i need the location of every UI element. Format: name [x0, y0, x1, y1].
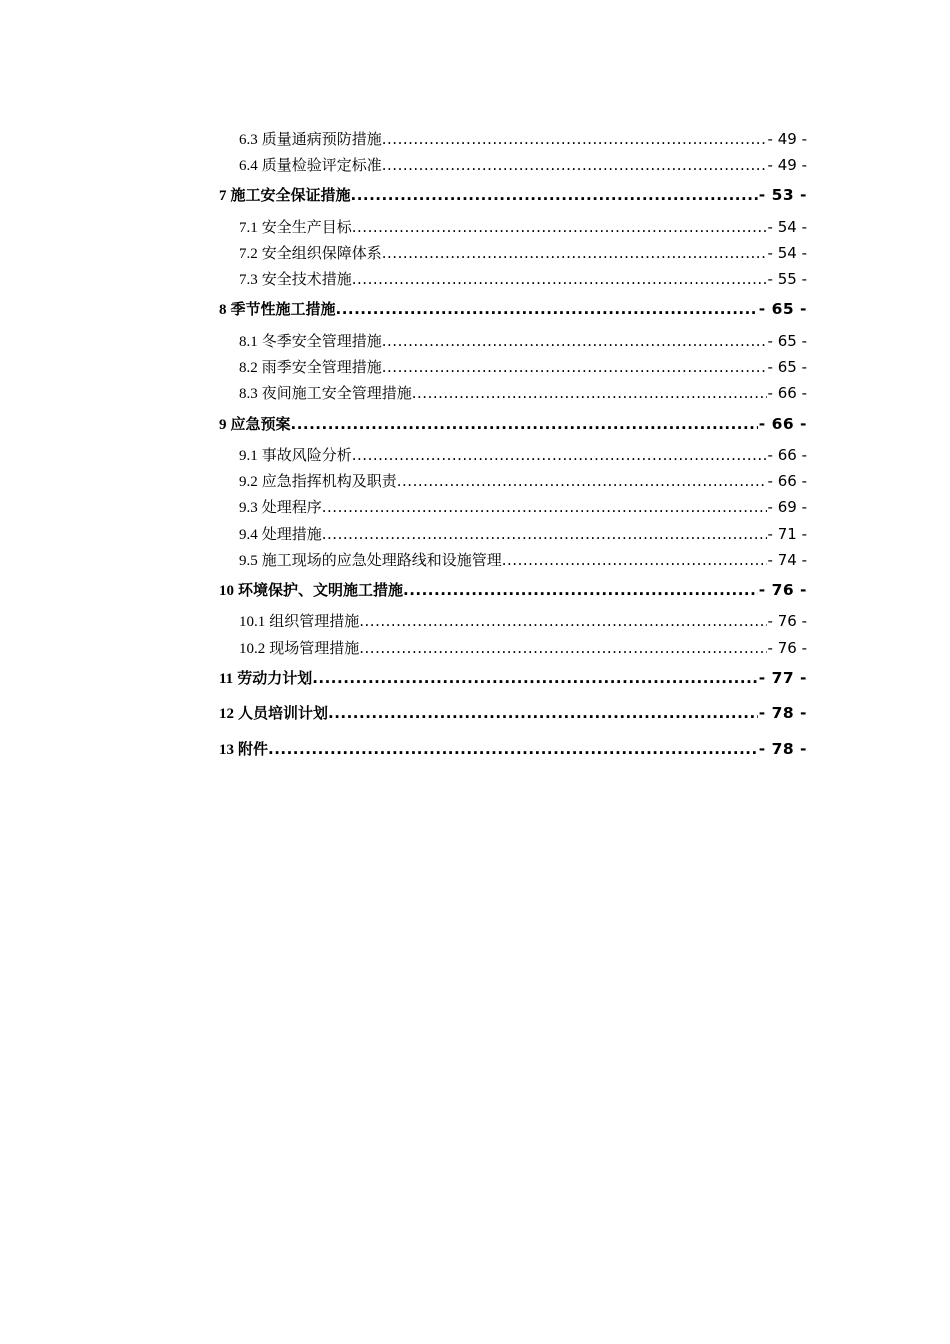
- toc-entry-page: - 54 -: [767, 217, 807, 236]
- toc-entry-title: 现场管理措施: [269, 638, 360, 657]
- toc-entry-number: 7: [219, 188, 227, 205]
- toc-dot-leader: [382, 152, 767, 178]
- toc-entry-number: 7.1: [239, 219, 258, 236]
- toc-dot-leader: [359, 635, 766, 661]
- toc-entry-title: 雨季安全管理措施: [261, 358, 382, 377]
- toc-dot-leader: [336, 292, 758, 328]
- toc-entry-page: - 53 -: [758, 186, 807, 205]
- toc-entry-page: - 65 -: [767, 331, 807, 350]
- toc-entry-number: 9.4: [239, 526, 258, 543]
- toc-entry-page: - 77 -: [758, 668, 807, 687]
- toc-dot-leader: [352, 214, 767, 240]
- toc-entry-title: 劳动力计划: [237, 668, 313, 687]
- toc-entry-title: 质量检验评定标准: [261, 156, 382, 175]
- toc-entry-10-2[interactable]: [219, 635, 807, 661]
- toc-entry-page: - 76 -: [767, 612, 807, 631]
- toc-entry-number: 9.2: [239, 474, 258, 491]
- toc-entry-number: 9.3: [239, 500, 258, 517]
- toc-entry-title: 季节性施工措施: [230, 300, 336, 319]
- toc-entry-number: 13: [219, 741, 234, 758]
- toc-entry-title: 人员培训计划: [238, 704, 329, 723]
- toc-entry-number: 6.4: [239, 158, 258, 175]
- toc-dot-leader: [328, 696, 758, 732]
- toc-entry-number: 9.5: [239, 552, 258, 569]
- toc-entry-7[interactable]: [219, 178, 807, 214]
- toc-entry-title: 施工现场的应急处理路线和设施管理: [261, 550, 502, 569]
- toc-entry-page: - 66 -: [767, 472, 807, 491]
- table-of-contents: [219, 126, 807, 767]
- toc-entry-page: - 78 -: [758, 739, 807, 758]
- toc-entry-title: 处理程序: [261, 498, 322, 517]
- toc-entry-number: 10.2: [239, 640, 266, 657]
- toc-entry-number: 8.2: [239, 360, 258, 377]
- toc-entry-10-1[interactable]: [219, 608, 807, 634]
- toc-entry-12[interactable]: [219, 696, 807, 732]
- toc-dot-leader: [382, 328, 767, 354]
- toc-entry-title: 附件: [238, 739, 269, 758]
- toc-entry-8-1[interactable]: [219, 328, 807, 354]
- toc-dot-leader: [322, 521, 767, 547]
- toc-dot-leader: [403, 573, 758, 609]
- toc-entry-8-3[interactable]: [219, 380, 807, 406]
- toc-entry-page: - 71 -: [767, 524, 807, 543]
- toc-entry-title: 应急预案: [230, 414, 291, 433]
- toc-entry-title: 夜间施工安全管理措施: [261, 384, 412, 403]
- toc-entry-title: 环境保护、文明施工措施: [238, 580, 404, 599]
- toc-entry-number: 6.3: [239, 132, 258, 148]
- toc-entry-9-2[interactable]: [219, 468, 807, 494]
- toc-entry-9-1[interactable]: [219, 442, 807, 468]
- toc-entry-page: - 66 -: [767, 446, 807, 464]
- toc-dot-leader: [502, 547, 767, 573]
- toc-dot-leader: [351, 178, 758, 214]
- toc-entry-title: 安全组织保障体系: [261, 244, 382, 263]
- toc-entry-title: 质量通病预防措施: [261, 130, 382, 148]
- toc-entry-10[interactable]: [219, 573, 807, 609]
- toc-entry-7-1[interactable]: [219, 214, 807, 240]
- toc-entry-number: 7.3: [239, 272, 258, 289]
- toc-entry-number: 12: [219, 706, 234, 723]
- toc-dot-leader: [412, 380, 767, 406]
- toc-entry-page: - 49 -: [767, 156, 807, 175]
- toc-entry-9[interactable]: [219, 407, 807, 443]
- toc-dot-leader: [352, 266, 767, 292]
- toc-entry-6-3[interactable]: [219, 126, 807, 152]
- toc-entry-number: 10.1: [239, 614, 266, 631]
- toc-entry-6-4[interactable]: [219, 152, 807, 178]
- toc-entry-title: 安全技术措施: [261, 270, 352, 289]
- toc-entry-page: - 78 -: [758, 704, 807, 723]
- toc-entry-9-5[interactable]: [219, 547, 807, 573]
- toc-entry-8-2[interactable]: [219, 354, 807, 380]
- toc-dot-leader: [322, 494, 767, 520]
- toc-entry-page: - 66 -: [758, 414, 807, 433]
- toc-entry-9-3[interactable]: [219, 494, 807, 520]
- toc-entry-number: 8.3: [239, 386, 258, 403]
- toc-entry-page: - 76 -: [767, 638, 807, 657]
- toc-entry-title: 安全生产目标: [261, 217, 352, 236]
- toc-entry-13[interactable]: [219, 732, 807, 768]
- toc-entry-page: - 66 -: [767, 384, 807, 403]
- toc-entry-title: 施工安全保证措施: [230, 186, 351, 205]
- toc-entry-title: 处理措施: [261, 524, 322, 543]
- toc-dot-leader: [382, 126, 767, 152]
- toc-dot-leader: [359, 608, 766, 634]
- toc-entry-7-2[interactable]: [219, 240, 807, 266]
- toc-entry-page: - 55 -: [767, 270, 807, 289]
- toc-entry-page: - 76 -: [758, 580, 807, 599]
- toc-dot-leader: [312, 661, 758, 697]
- toc-entry-page: - 49 -: [767, 130, 807, 148]
- toc-dot-leader: [397, 468, 767, 494]
- toc-dot-leader: [382, 240, 767, 266]
- toc-entry-number: 7.2: [239, 246, 258, 263]
- toc-entry-page: - 65 -: [767, 358, 807, 377]
- toc-entry-number: 9.1: [239, 448, 258, 464]
- toc-entry-7-3[interactable]: [219, 266, 807, 292]
- toc-entry-number: 9: [219, 416, 227, 433]
- toc-entry-8[interactable]: [219, 292, 807, 328]
- toc-entry-page: - 54 -: [767, 244, 807, 263]
- toc-dot-leader: [268, 732, 758, 768]
- toc-entry-11[interactable]: [219, 661, 807, 697]
- toc-entry-title: 事故风险分析: [261, 446, 352, 464]
- toc-entry-9-4[interactable]: [219, 521, 807, 547]
- toc-dot-leader: [352, 442, 767, 468]
- toc-entry-page: - 65 -: [758, 300, 807, 319]
- toc-entry-number: 8.1: [239, 333, 258, 350]
- toc-entry-number: 11: [219, 670, 234, 687]
- toc-entry-title: 冬季安全管理措施: [261, 331, 382, 350]
- toc-dot-leader: [291, 407, 758, 443]
- toc-entry-page: - 74 -: [767, 550, 807, 569]
- toc-dot-leader: [382, 354, 767, 380]
- toc-entry-page: - 69 -: [767, 498, 807, 517]
- toc-entry-number: 10: [219, 582, 234, 599]
- toc-entry-title: 组织管理措施: [269, 612, 360, 631]
- toc-entry-number: 8: [219, 302, 227, 319]
- toc-entry-title: 应急指挥机构及职责: [261, 472, 397, 491]
